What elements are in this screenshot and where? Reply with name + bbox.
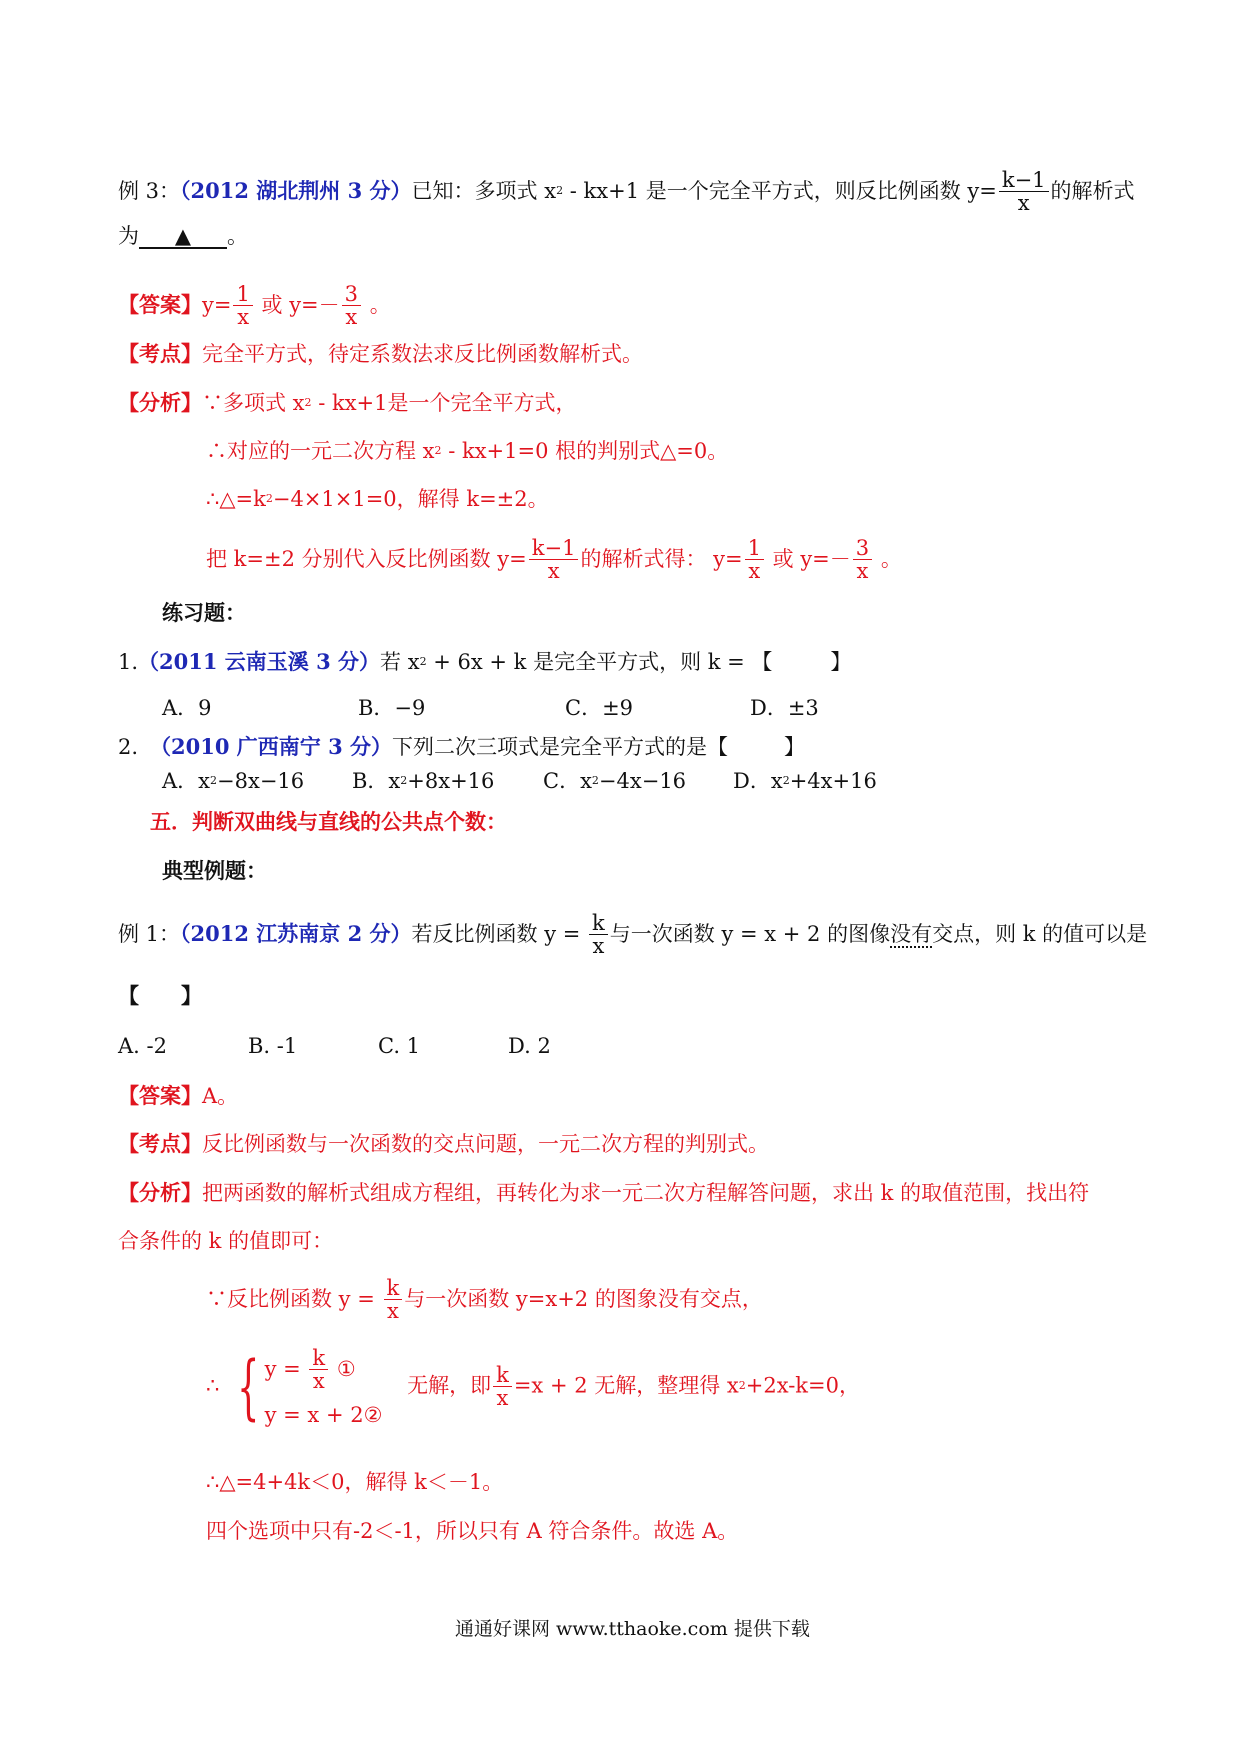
practice-q2-option-d	[733, 771, 877, 792]
ex3-prefix: 例 3：	[118, 179, 181, 204]
practice-q1-option-b: B．−9	[358, 696, 426, 720]
option-text: D．x	[733, 769, 783, 793]
ex1-fenxi-4	[206, 1346, 860, 1429]
ex1-fenxi-3	[206, 1278, 763, 1323]
exponent: 2	[419, 655, 427, 668]
equation-system	[226, 1346, 383, 1429]
ex1-q3: 交点，则 k 的值可以是	[932, 922, 1148, 947]
ex1-option-d: D. 2	[508, 1034, 551, 1058]
ex1-fenxi-5: ∴△=4+4k＜0，解得 k＜－1。	[206, 1470, 504, 1494]
exponent: 2	[556, 184, 564, 198]
ex1-source: （2012 江苏南京 2 分）	[180, 921, 412, 947]
fenxi-text: - kx+1=0 根的判别式△=0。	[441, 439, 729, 463]
ex1-question-line1	[118, 913, 1147, 958]
ex3-q2: - kx+1 是一个完全平方式，则反比例函数 y=	[563, 179, 997, 204]
ex1-option-a: A. -2	[118, 1034, 167, 1058]
answer-fraction-1: $\frac{1}{x}$	[233, 283, 252, 328]
fenxi-text: 无解，即	[407, 1373, 492, 1398]
answer-text: A。	[202, 1084, 239, 1108]
option-text: +4x+16	[789, 769, 877, 793]
practice-q2	[118, 736, 805, 758]
fenxi-fraction: $\frac{k-1}{x}$	[529, 537, 579, 582]
question-source: （2011 云南玉溪 3 分）	[138, 649, 381, 674]
eq-text: y =	[264, 1357, 308, 1382]
system-eq-2: y = x + 2②	[264, 1403, 383, 1428]
fenxi-text: ∴△=k	[206, 487, 266, 511]
answer-part: 或 y=－	[254, 293, 340, 318]
ex3-fenxi-4	[206, 538, 902, 583]
fenxi-text: 把 k=±2 分别代入反比例函数 y=	[206, 547, 527, 572]
practice-q1-option-c: C．±9	[565, 696, 634, 720]
answer-part: y=	[202, 293, 232, 318]
question-text: + 6x + k 是完全平方式，则 k = 【	[426, 650, 773, 674]
ex3-fenxi-1	[118, 392, 577, 414]
fenxi-text: 或 y=－	[765, 547, 851, 572]
ex3-fraction: $\frac{k-1}{x}$	[999, 169, 1049, 214]
fenxi-fraction: $\frac{k}{x}$	[384, 1277, 403, 1322]
fenxi-text: - kx+1是一个完全平方式，	[311, 391, 577, 415]
fenxi-tag: 【分析】	[118, 390, 202, 415]
ex1-answer	[118, 1085, 238, 1107]
page-footer: 通通好课网 www.tthaoke.com 提供下载	[455, 1618, 810, 1640]
ex3-q3: 的解析式	[1050, 179, 1135, 204]
ex3-q5: 。	[227, 224, 248, 248]
practice-q1-option-d: D．±3	[750, 696, 819, 720]
kaodian-text: 完全平方式，待定系数法求反比例函数解析式。	[202, 342, 643, 366]
fenxi-fraction: $\frac{k}{x}$	[493, 1364, 512, 1409]
question-text: 下列二次三项式是完全平方式的是【	[392, 735, 729, 759]
answer-tag: 【答案】	[118, 292, 202, 318]
practice-q2-option-b	[352, 771, 494, 792]
exponent: 2	[591, 774, 599, 787]
practice-title: 练习题：	[162, 600, 246, 625]
question-text: 】	[830, 650, 852, 674]
exponent: 2	[400, 774, 408, 787]
option-text: +8x+16	[407, 769, 495, 793]
practice-q1	[118, 651, 851, 673]
fenxi-text: =x + 2 无解，整理得 x	[513, 1373, 739, 1398]
kaodian-text: 反比例函数与一次函数的交点问题，一元二次方程的判别式。	[202, 1132, 769, 1156]
ex3-fenxi-2	[206, 441, 728, 462]
exponent: 2	[265, 492, 273, 505]
ex1-fenxi-2: 合条件的 k 的值即可：	[118, 1229, 334, 1253]
question-text: 】	[784, 735, 806, 759]
fenxi-tag: 【分析】	[118, 1180, 202, 1205]
ex1-bracket: 【 】	[118, 983, 202, 1008]
ex3-q4: 为	[118, 224, 139, 248]
fenxi-fraction-1: $\frac{1}{x}$	[745, 537, 764, 582]
exponent: 2	[304, 396, 312, 409]
fenxi-text: ∵反比例函数 y =	[206, 1287, 382, 1312]
fenxi-text: 。	[874, 547, 902, 572]
question-number: 1.	[118, 650, 139, 674]
ex1-fenxi-1	[118, 1182, 1089, 1204]
ex1-kaodian	[118, 1133, 769, 1155]
answer-part: 。	[363, 293, 391, 318]
fenxi-text: 与一次函数 y=x+2 的图象没有交点，	[404, 1287, 763, 1312]
option-text: C．x	[543, 769, 592, 793]
question-source: （2010 广西南宁 3 分）	[150, 734, 393, 759]
ex1-q1: 若反比例函数 y =	[411, 922, 588, 947]
question-text: 若 x	[380, 650, 420, 674]
option-text: B．x	[352, 769, 401, 793]
option-text: A．x	[162, 769, 211, 793]
typical-examples-title: 典型例题：	[162, 858, 267, 883]
answer-tag: 【答案】	[118, 1083, 202, 1108]
fenxi-text: −4×1×1=0，解得 k=±2。	[272, 487, 549, 511]
ex1-fenxi-6: 四个选项中只有-2＜-1，所以只有 A 符合条件。故选 A。	[206, 1519, 739, 1543]
answer-fraction-2: $\frac{3}{x}$	[342, 283, 361, 328]
ex1-emphasis: 没有	[890, 922, 933, 947]
fenxi-text: ∴对应的一元二次方程 x	[206, 439, 435, 463]
exponent: 2	[738, 1378, 746, 1392]
practice-q1-option-a: A．9	[162, 696, 212, 720]
ex3-kaodian	[118, 343, 643, 365]
eq-text: ①	[330, 1357, 356, 1382]
option-text: −4x−16	[598, 769, 687, 793]
ex3-answer	[118, 284, 391, 329]
ex3-fenxi-3	[206, 489, 549, 510]
ex1-option-c: C. 1	[378, 1034, 421, 1058]
ex3-question-line2	[118, 226, 248, 249]
system-eq-1	[265, 1348, 383, 1393]
ex1-option-b: B. -1	[248, 1034, 298, 1058]
exponent: 2	[782, 774, 790, 787]
therefore-symbol: ∴	[206, 1373, 220, 1398]
section-5-title: 五．判断双曲线与直线的公共点个数：	[150, 809, 507, 834]
exponent: 2	[210, 774, 218, 787]
brace-icon: {	[237, 1346, 260, 1429]
fenxi-fraction-2: $\frac{3}{x}$	[853, 537, 872, 582]
practice-q2-option-a	[162, 771, 304, 792]
ex3-question-line1	[118, 170, 1135, 215]
kaodian-tag: 【考点】	[118, 341, 202, 366]
ex3-source: （2012 湖北荆州 3 分）	[180, 178, 412, 204]
fenxi-text: ∵多项式 x	[202, 391, 305, 415]
system-fraction: $\frac{k}{x}$	[309, 1347, 328, 1392]
ex1-fraction: $\frac{k}{x}$	[589, 912, 608, 957]
exponent: 2	[434, 444, 442, 457]
kaodian-tag: 【考点】	[118, 1131, 202, 1156]
fenxi-text: 把两函数的解析式组成方程组，再转化为求一元二次方程解答问题，求出 k 的取值范围，找出符	[202, 1181, 1090, 1205]
option-text: −8x−16	[217, 769, 305, 793]
ex1-q2: 与一次函数 y = x + 2 的图像	[609, 922, 891, 947]
fenxi-text: 的解析式得： y=	[580, 547, 743, 572]
question-number: 2.	[118, 735, 139, 759]
answer-blank: ▲	[139, 226, 227, 249]
ex1-prefix: 例 1：	[118, 922, 181, 947]
fenxi-text: +2x-k=0，	[745, 1373, 860, 1398]
practice-q2-option-c	[543, 771, 686, 792]
ex3-q1: 已知：多项式 x	[411, 179, 557, 204]
